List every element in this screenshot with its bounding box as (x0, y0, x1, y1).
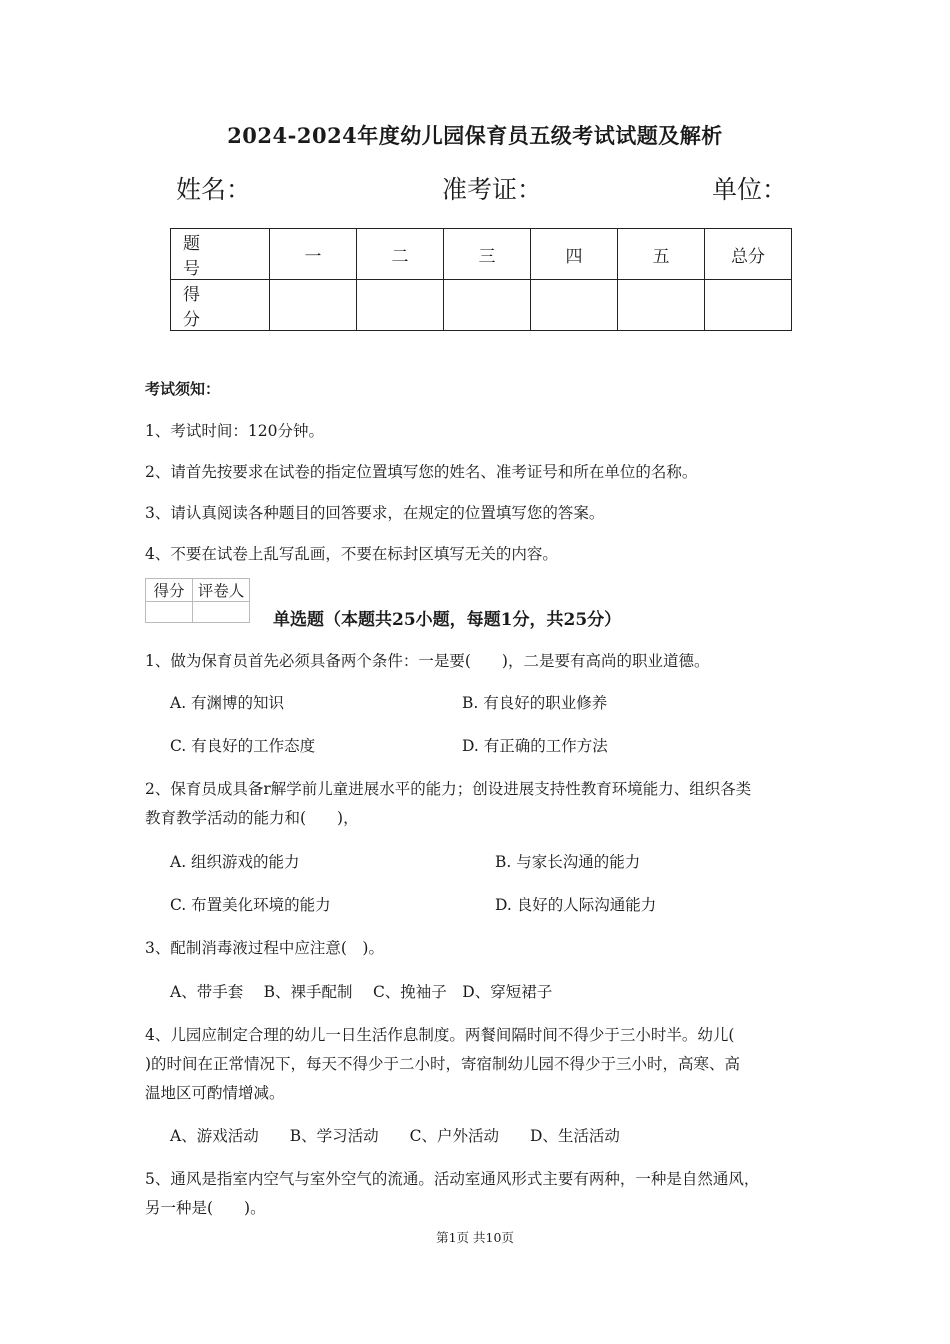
name-field-label: 姓名： (176, 175, 252, 204)
question-5-line1: 5、通风是指室内空气与室外空气的流通。活动室通风形式主要有两种，一种是自然通风， (145, 1170, 760, 1188)
q4-options: A、游戏活动 B、学习活动 C、户外活动 D、生活活动 (170, 1127, 620, 1145)
score-cell (444, 280, 531, 331)
score-cell (270, 280, 357, 331)
q1-option-a: A. 有渊博的知识 (170, 694, 285, 712)
score-cell (705, 280, 792, 331)
q2-option-d: D. 良好的人际沟通能力 (495, 896, 657, 914)
q1-option-d: D. 有正确的工作方法 (462, 737, 608, 755)
score-table-score-row (171, 280, 792, 331)
score-header-cell: 一 (270, 229, 357, 280)
notice-item: 1、考试时间：120分钟。 (145, 422, 324, 440)
unit-field-label: 单位： (712, 175, 788, 204)
notice-item: 2、请首先按要求在试卷的指定位置填写您的姓名、准考证号和所在单位的名称。 (145, 463, 698, 481)
question-3: 3、配制消毒液过程中应注意( )。 (145, 939, 384, 957)
score-cell (357, 280, 444, 331)
exam-id-field-label: 准考证： (442, 175, 543, 204)
question-4-line3: 温地区可酌情增减。 (145, 1084, 285, 1102)
q3-options: A、带手套 B、裸手配制 C、挽袖子 D、穿短裙子 (170, 983, 553, 1001)
grader-name-label: 评卷人 (193, 579, 250, 602)
q2-option-b: B. 与家长沟通的能力 (495, 853, 641, 871)
score-table-header-row (171, 229, 792, 280)
section-title: 单选题（本题共25小题，每题1分，共25分） (273, 610, 622, 630)
q2-option-c: C. 布置美化环境的能力 (170, 896, 331, 914)
score-header-cell: 三 (444, 229, 531, 280)
q1-option-b: B. 有良好的职业修养 (462, 694, 608, 712)
grader-score-cell (146, 602, 193, 623)
page-footer: 第1页 共10页 (436, 1230, 514, 1245)
question-1: 1、做为保育员首先必须具备两个条件：一是要( )，二是要有高尚的职业道德。 (145, 652, 710, 670)
notice-item: 3、请认真阅读各种题目的回答要求，在规定的位置填写您的答案。 (145, 504, 605, 522)
page-title: 2024-2024年度幼儿园保育员五级考试试题及解析 (227, 123, 723, 148)
score-header-cell: 五 (618, 229, 705, 280)
grader-score-label: 得分 (146, 579, 193, 602)
score-cell (618, 280, 705, 331)
score-header-cell: 二 (357, 229, 444, 280)
notice-heading: 考试须知： (145, 380, 221, 398)
question-5-line2: 另一种是( )。 (145, 1199, 266, 1217)
score-table (170, 228, 792, 331)
question-2-line1: 2、保育员成具备r解学前儿童进展水平的能力；创设进展支持性教育环境能力、组织各类 (145, 780, 752, 798)
question-4-line1: 4、儿园应制定合理的幼儿一日生活作息制度。两餐间隔时间不得少于三小时半。幼儿( (145, 1026, 735, 1044)
question-2-line2: 教育教学活动的能力和( )， (145, 809, 359, 827)
q2-option-a: A. 组织游戏的能力 (170, 853, 300, 871)
question-4-line2: )的时间在正常情况下，每天不得少于二小时，寄宿制幼儿园不得少于三小时，高寒、高 (145, 1055, 741, 1073)
score-row-label: 得 分 (171, 280, 270, 331)
score-cell (531, 280, 618, 331)
grader-name-cell (193, 602, 250, 623)
q1-option-c: C. 有良好的工作态度 (170, 737, 316, 755)
score-header-label: 题 号 (171, 229, 270, 280)
score-header-cell: 总分 (705, 229, 792, 280)
grader-box (145, 578, 250, 623)
notice-item: 4、不要在试卷上乱写乱画，不要在标封区填写无关的内容。 (145, 545, 558, 563)
score-header-cell: 四 (531, 229, 618, 280)
